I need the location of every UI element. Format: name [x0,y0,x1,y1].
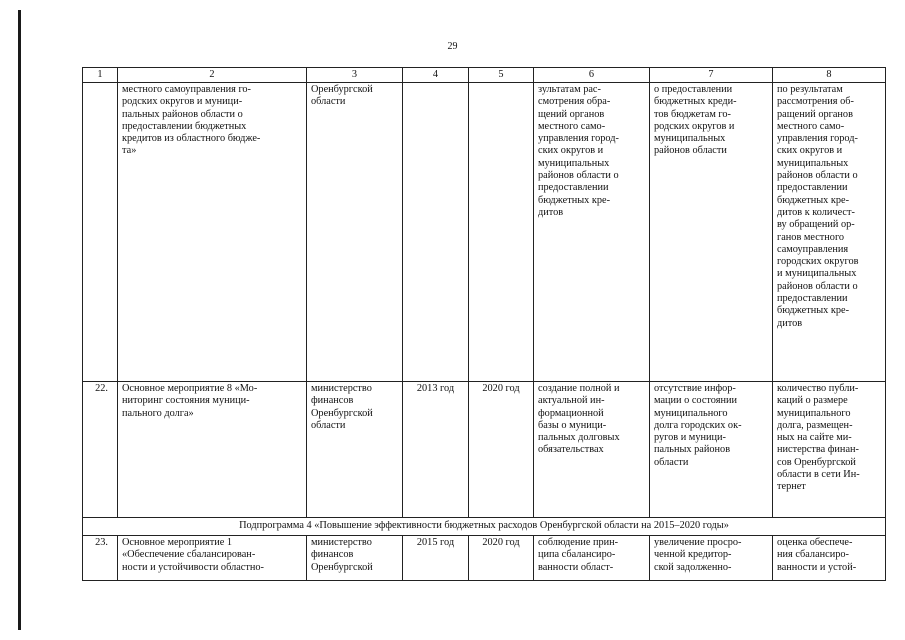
consequence-text: увеличение просро- ченной кредитор- ской задолженно- [654,537,742,573]
table-row [83,83,886,382]
result-text: зультатам рас- смотрения обра- щений органов местного само- управления город- ских округов и муниципальных районов области о предоставлении бюджетных кре- дитов [538,84,619,218]
header-cell: 2 [118,68,307,83]
header-cell: 7 [650,68,773,83]
result-cell [534,536,650,581]
end-year-cell [469,83,534,382]
indicator-cell [773,382,886,518]
indicator-text: количество публи- каций о размере муниципального долга, размещен- ных на сайте ми- нистерства финан- сов Оренбургской области в сети Ин- тернет [777,383,860,493]
table-row [83,536,886,581]
measure-text: Основное мероприятие 1 «Обеспечение сбалансирован- ности и устойчивости областно- [122,537,264,573]
result-cell [534,382,650,518]
executor-text: министерство финансов Оренбургской [311,537,373,573]
scan-edge-bar [18,10,21,630]
header-cell: 6 [534,68,650,83]
consequence-text: отсутствие инфор- мации о состоянии муниципального долга городских ок- ругов и муници- пальных районов области [654,383,742,468]
measure-text: Основное мероприятие 8 «Мо- ниторинг состояния муници- пального долга» [122,383,258,419]
result-text: создание полной и актуальной ин- формационной базы о муници- пальных долговых обязательствах [538,383,620,456]
consequence-text: о предоставлении бюджетных креди- тов бюджетам го- родских округов и муниципальных районов области [654,84,737,157]
subprogram-title: Подпрограмма 4 «Повышение эффективности бюджетных расходов Оренбургской области на 2015–2020 годы» [83,518,886,536]
start-year-cell [403,83,469,382]
program-measures-table [82,67,886,581]
measure-cell [118,382,307,518]
table-row [83,382,886,518]
executor-cell [307,83,403,382]
executor-text: Оренбургской области [311,84,373,108]
header-cell: 8 [773,68,886,83]
end-year-cell: 2020 год [469,382,534,518]
executor-cell [307,382,403,518]
header-cell: 1 [83,68,118,83]
row-number: 23. [83,536,118,581]
consequence-cell [650,83,773,382]
row-number [83,83,118,382]
indicator-text: оценка обеспече- ния сбалансиро- ванности и устой- [777,537,857,573]
header-cell: 3 [307,68,403,83]
measure-text: местного самоуправления го- родских округов и муници- пальных районов области о предоставлении бюджетных кредитов из областного бюдже- та» [122,84,261,157]
consequence-cell [650,382,773,518]
column-number-row [83,68,886,83]
row-number: 22. [83,382,118,518]
header-cell: 4 [403,68,469,83]
indicator-cell [773,83,886,382]
indicator-cell [773,536,886,581]
header-cell: 5 [469,68,534,83]
measure-cell [118,83,307,382]
measure-cell [118,536,307,581]
executor-text: министерство финансов Оренбургской области [311,383,373,431]
result-text: соблюдение прин- ципа сбалансиро- ванности област- [538,537,619,573]
consequence-cell [650,536,773,581]
start-year-cell: 2013 год [403,382,469,518]
end-year-cell: 2020 год [469,536,534,581]
indicator-text: по результатам рассмотрения об- ращений органов местного само- управления город- ских округов и муниципальных районов области о предоставлении бюджетных кре- дитов к количест- ву обращений ор- ганов местного самоуправления городских округов и муниципальных районов области о предоставлении бюджетных кре- дитов [777,84,859,329]
result-cell [534,83,650,382]
start-year-cell: 2015 год [403,536,469,581]
subprogram-row [83,518,886,536]
page-number: 29 [447,41,458,52]
executor-cell [307,536,403,581]
